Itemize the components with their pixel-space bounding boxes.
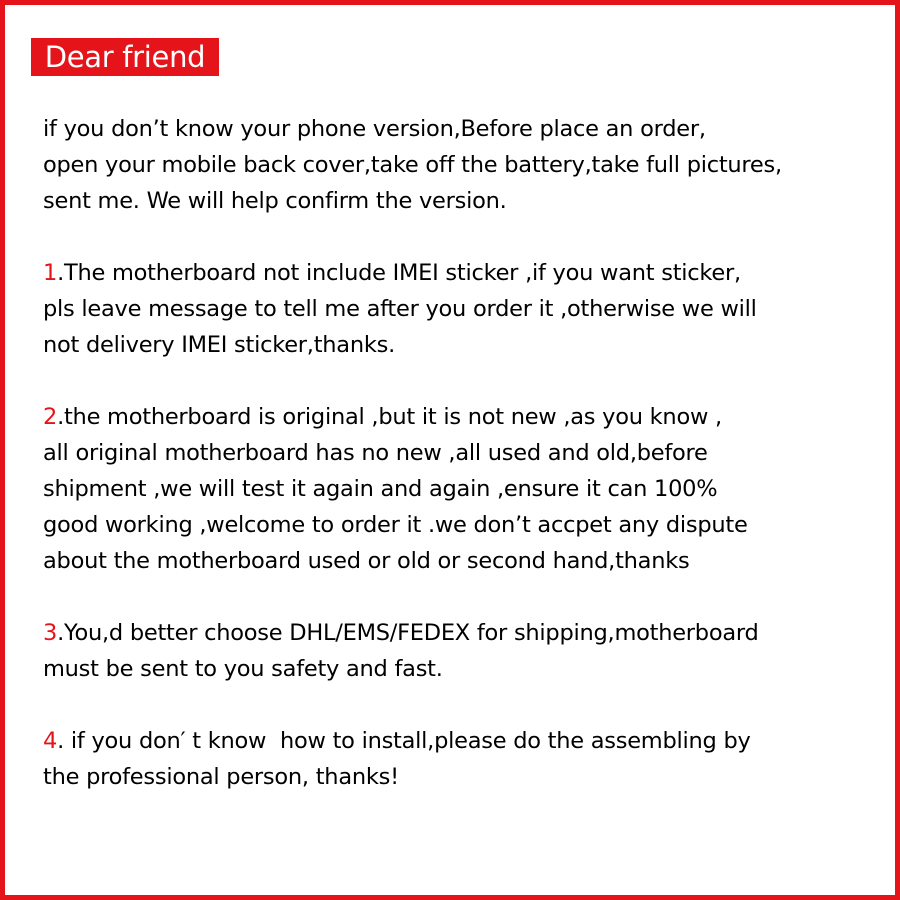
intro-line: sent me. We will help confirm the version. <box>43 188 507 214</box>
note-3-paragraph <box>43 615 883 687</box>
note-4-line <box>43 723 883 759</box>
header-title: Dear friend <box>44 39 206 74</box>
note-4-number: 4 <box>43 728 58 754</box>
note-1-line: pls leave message to tell me after you order it ,otherwise we will <box>43 296 757 322</box>
note-3-line <box>43 615 883 651</box>
note-2-line: all original motherboard has no new ,all used and old,before <box>43 440 708 466</box>
note-2-paragraph <box>43 399 883 579</box>
note-2-text: .the motherboard is original ,but it is not new ,as you know , <box>57 404 722 430</box>
note-4-text: . if you don′ t know how to install,please do the assembling by <box>57 728 751 754</box>
note-1-number: 1 <box>43 260 58 286</box>
note-1-line <box>43 255 883 291</box>
note-1-text: .The motherboard not include IMEI sticker ,if you want sticker, <box>57 260 741 286</box>
intro-line: open your mobile back cover,take off the battery,take full pictures, <box>43 152 782 178</box>
note-2-line: shipment ,we will test it again and again ,ensure it can 100% <box>43 476 718 502</box>
note-3-number: 3 <box>43 620 58 646</box>
intro-line: if you don’t know your phone version,Before place an order, <box>43 116 706 142</box>
note-4-line: the professional person, thanks! <box>43 764 399 790</box>
note-2-line: good working ,welcome to order it .we don’t accpet any dispute <box>43 512 748 538</box>
note-3-line: must be sent to you safety and fast. <box>43 656 443 682</box>
header-badge <box>31 38 219 76</box>
note-2-line: about the motherboard used or old or second hand,thanks <box>43 548 690 574</box>
note-4-paragraph <box>43 723 883 795</box>
note-3-text: .You,d better choose DHL/EMS/FEDEX for shipping,motherboard <box>57 620 759 646</box>
note-1-paragraph <box>43 255 883 363</box>
note-2-line <box>43 399 883 435</box>
note-2-number: 2 <box>43 404 58 430</box>
intro-paragraph <box>43 111 883 219</box>
note-1-line: not delivery IMEI sticker,thanks. <box>43 332 395 358</box>
